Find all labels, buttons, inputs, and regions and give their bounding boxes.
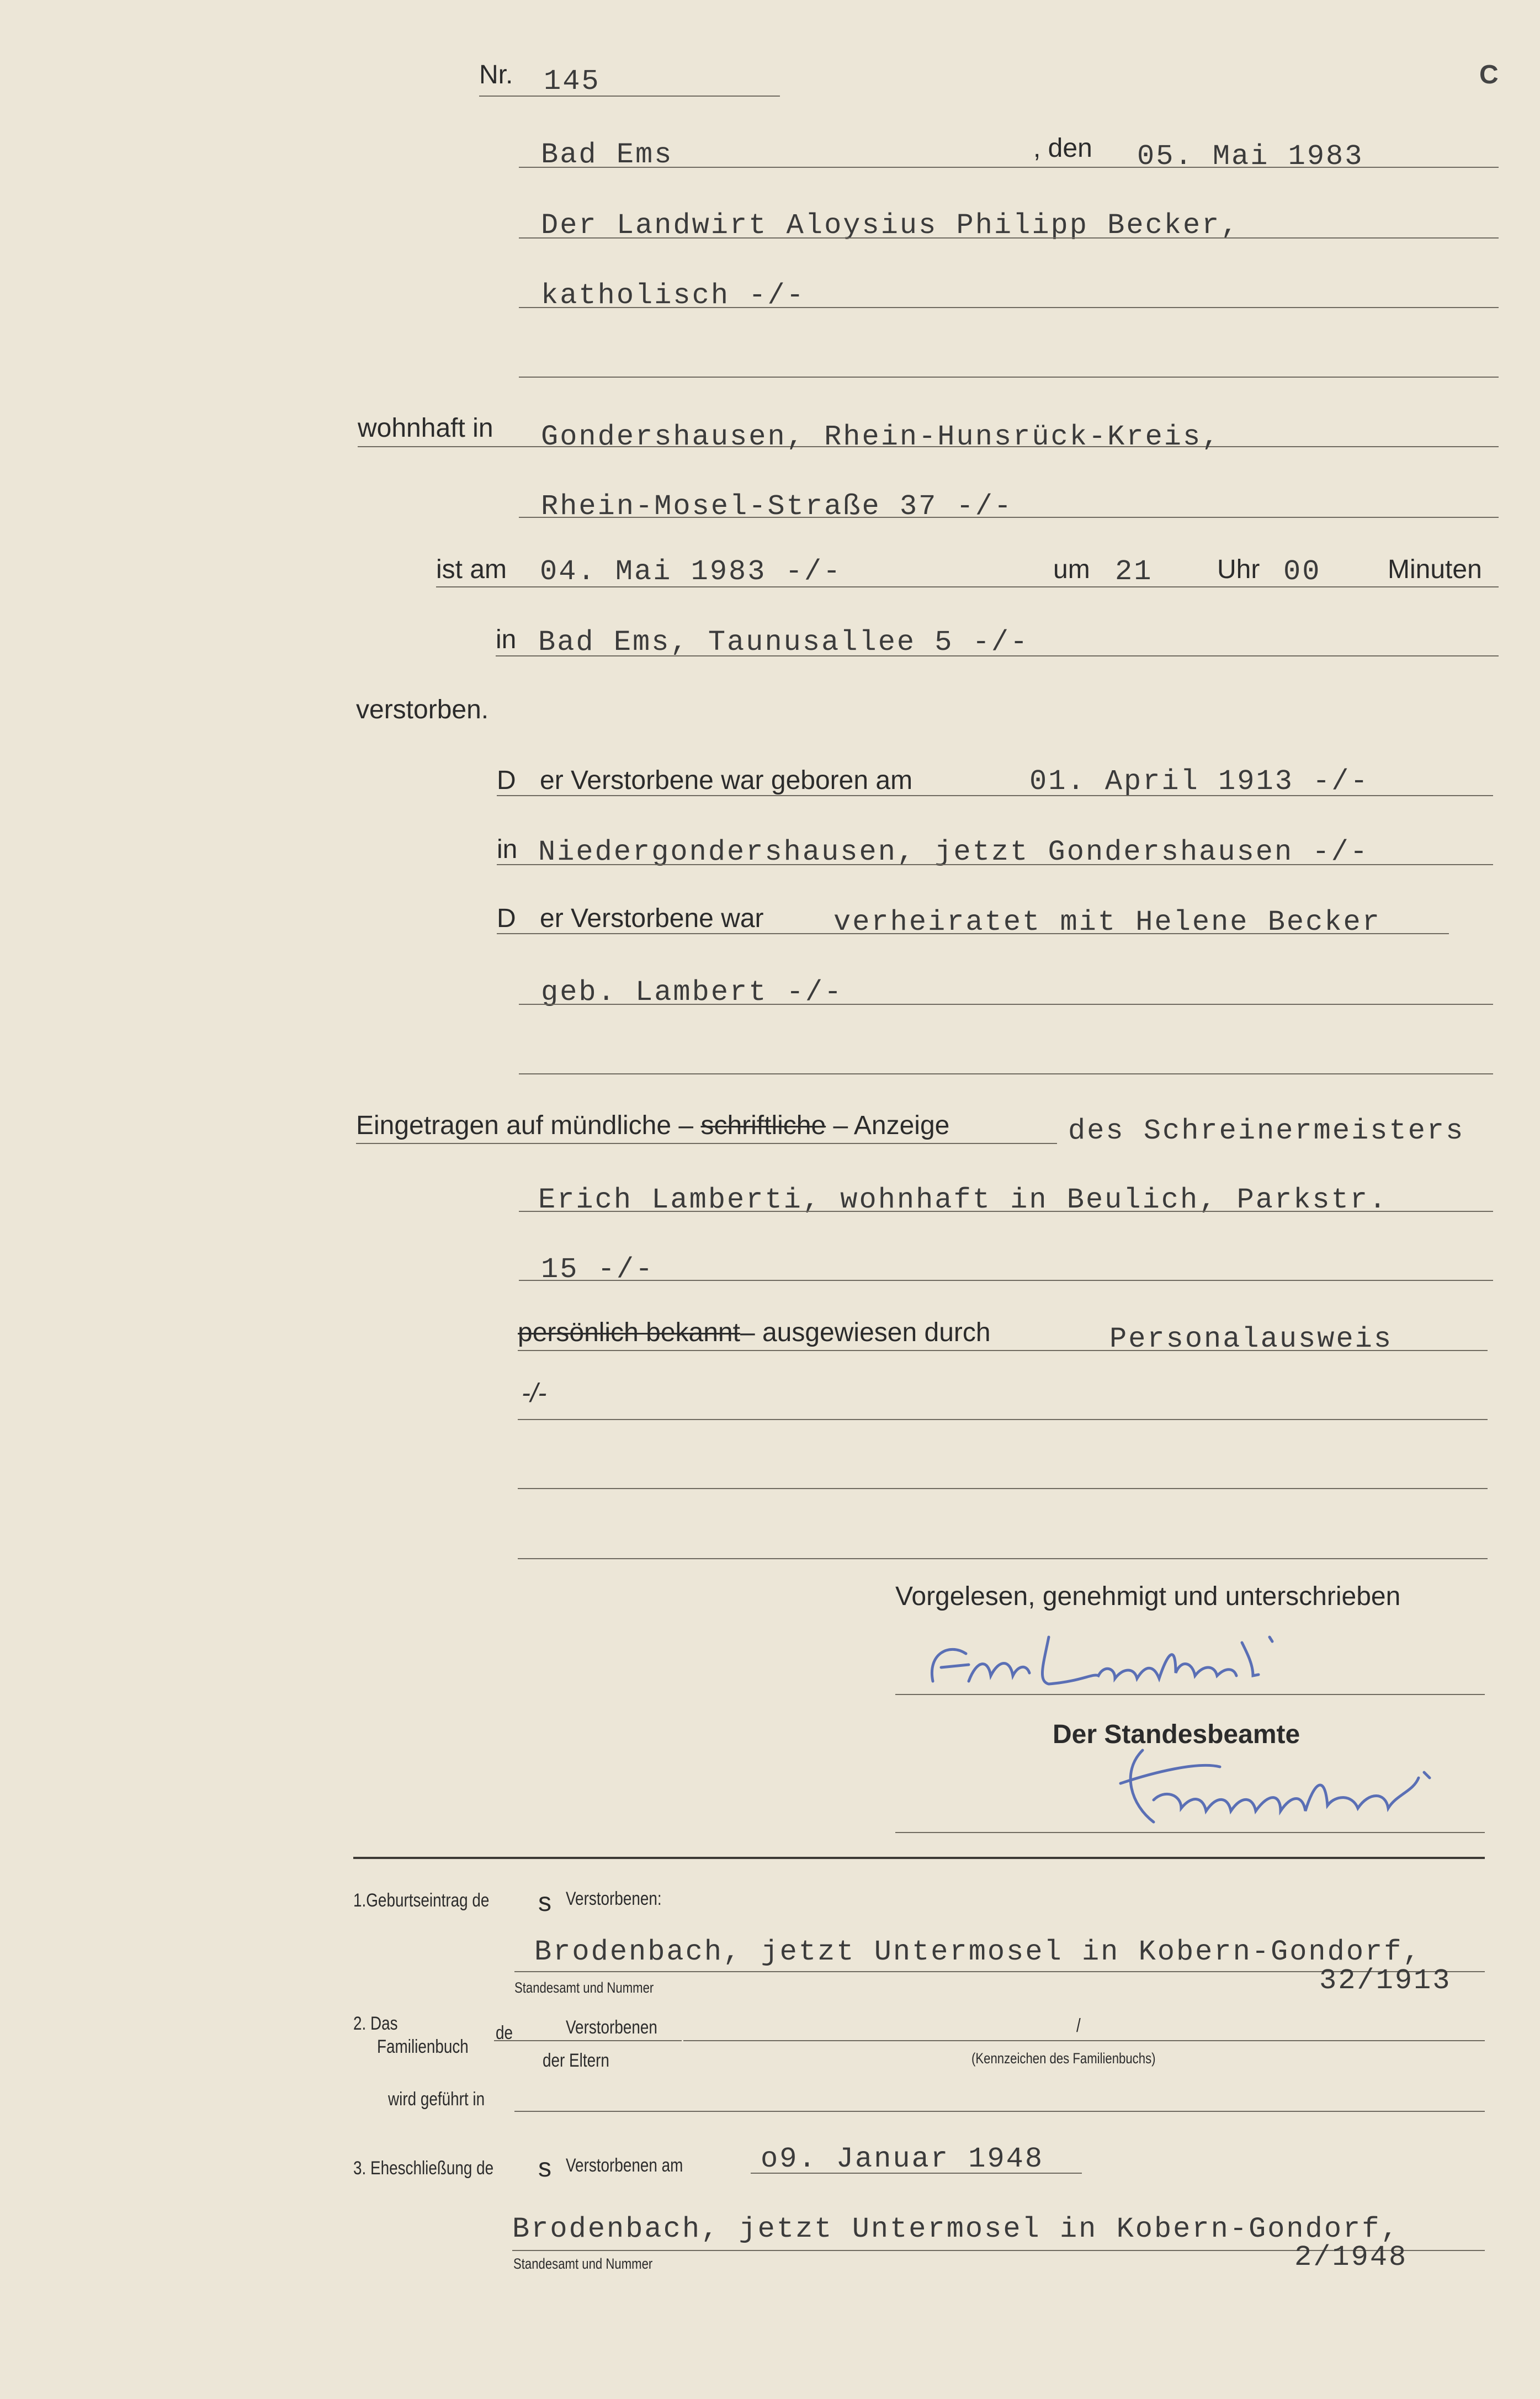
identification-note: -/- — [522, 1379, 547, 1408]
den-label: , den — [1033, 134, 1092, 163]
informant-line-2-rule — [519, 1211, 1493, 1212]
family-book-label: Familienbuch — [377, 2036, 469, 2057]
verstorben-label: verstorben. — [356, 695, 489, 724]
marriage-line-2-rule — [519, 1004, 1493, 1005]
birth-prefix: D — [497, 766, 516, 795]
informant-line-2: Erich Lamberti, wohnhaft in Beulich, Parkstr. — [538, 1184, 1388, 1216]
family-book-option-2: der Eltern — [543, 2050, 609, 2071]
family-book-option-1: Verstorbenen — [566, 2017, 657, 2038]
marriage-entry-suffix: s — [538, 2153, 551, 2183]
family-book-de: de — [496, 2022, 513, 2043]
birth-in-label: in — [497, 835, 518, 864]
residence-line-1-text: Gondershausen, Rhein-Hunsrück-Kreis, — [541, 421, 1221, 453]
death-minutes: 00 — [1283, 555, 1321, 588]
family-book-rule — [683, 2040, 1485, 2041]
corner-letter: C — [1479, 60, 1499, 89]
person-line-3 — [519, 377, 1499, 378]
identification-rule — [518, 1350, 1488, 1351]
marriage-entry-number: 2/1948 — [1294, 2241, 1408, 2274]
family-book-caption: (Kennzeichen des Familienbuchs) — [971, 2050, 1156, 2067]
registrar-signature-line — [895, 1832, 1485, 1833]
birth-place: Niedergondershausen, jetzt Gondershausen -/- — [538, 836, 1369, 868]
person-line-1 — [519, 237, 1499, 239]
residence-label: wohnhaft in — [358, 414, 493, 443]
read-approved-label: Vorgelesen, genehmigt und unterschrieben — [895, 1582, 1401, 1611]
identification-document: Personalausweis — [1109, 1323, 1393, 1355]
family-book-kept-rule — [514, 2111, 1485, 2112]
nr-label: Nr. — [479, 60, 513, 89]
minuten-label: Minuten — [1388, 555, 1482, 584]
registrar-label: Der Standesbeamte — [1053, 1720, 1300, 1749]
birth-entry-label: 1.Geburtseintrag de — [353, 1890, 490, 1911]
identification-end: – ausgewiesen durch — [740, 1318, 991, 1347]
deceased-religion-line: katholisch -/- — [541, 279, 805, 312]
marriage-entry-label-2: Verstorbenen am — [566, 2155, 683, 2176]
informant-line-3: 15 -/- — [541, 1253, 655, 1286]
informant-line-1: des Schreinermeisters — [1068, 1115, 1465, 1147]
marriage-prefix: D — [497, 904, 516, 933]
birth-entry-suffix: s — [538, 1888, 551, 1917]
um-label: um — [1053, 555, 1090, 584]
footer-separator — [353, 1857, 1485, 1859]
birth-entry-number: 32/1913 — [1319, 1964, 1452, 1997]
family-book-kept-label: wird geführt in — [388, 2089, 485, 2110]
person-line-2 — [519, 307, 1499, 308]
registry-date: 05. Mai 1983 — [1137, 140, 1364, 173]
uhr-label: Uhr — [1217, 555, 1260, 584]
identification-label — [518, 1320, 991, 1346]
birth-date-line — [497, 795, 1493, 796]
report-label-end: – Anzeige — [833, 1111, 950, 1140]
residence-line-2-text: Rhein-Mosel-Straße 37 -/- — [541, 490, 1013, 523]
informant-line-3-rule — [519, 1280, 1493, 1281]
marriage-entry-date: o9. Januar 1948 — [761, 2143, 1044, 2175]
report-label-start: Eingetragen auf mündliche – — [356, 1111, 694, 1140]
marriage-entry-place: Brodenbach, jetzt Untermosel in Kobern-Gondorf, — [512, 2213, 1400, 2246]
marriage-label: er Verstorbene war — [540, 904, 764, 933]
record-number: 145 — [544, 65, 601, 98]
nr-underline — [479, 96, 780, 97]
death-hour: 21 — [1115, 555, 1153, 588]
birth-entry-place: Brodenbach, jetzt Untermosel in Kobern-Gondorf, — [534, 1936, 1422, 1968]
marriage-line-3-rule — [519, 1073, 1493, 1074]
informant-signature — [916, 1620, 1336, 1703]
report-label — [356, 1113, 949, 1139]
marriage-line-2: geb. Lambert -/- — [541, 976, 843, 1009]
family-book-slash: / — [1076, 2015, 1081, 2036]
report-label-rule — [356, 1143, 1057, 1144]
report-label-struck: schriftliche — [700, 1111, 826, 1140]
marriage-entry-caption: Standesamt und Nummer — [513, 2255, 653, 2272]
death-in-label: in — [496, 625, 517, 654]
birth-label: er Verstorbene war geboren am — [540, 766, 913, 795]
blank-rule-3 — [518, 1558, 1488, 1559]
registrar-signature — [1087, 1739, 1485, 1839]
family-book-num: 2. Das — [353, 2013, 398, 2034]
death-place: Bad Ems, Taunusallee 5 -/- — [538, 626, 1029, 659]
ist-am-label: ist am — [436, 555, 507, 584]
birth-date: 01. April 1913 -/- — [1029, 765, 1369, 798]
death-date-line — [436, 586, 1499, 587]
marriage-line-1: verheiratet mit Helene Becker — [833, 906, 1381, 939]
death-date: 04. Mai 1983 -/- — [540, 555, 842, 588]
birth-place-line — [497, 864, 1493, 865]
registry-place: Bad Ems — [541, 139, 673, 171]
residence-line-2 — [519, 517, 1499, 518]
deceased-name-line: Der Landwirt Aloysius Philipp Becker, — [541, 209, 1240, 242]
family-book-option-rule — [494, 2040, 682, 2041]
informant-signature-line — [895, 1694, 1485, 1695]
blank-rule-2 — [518, 1488, 1488, 1489]
place-date-line — [519, 167, 1499, 168]
marriage-line-1-rule — [497, 933, 1449, 934]
birth-entry-label-2: Verstorbenen: — [566, 1888, 662, 1909]
marriage-entry-date-rule — [751, 2173, 1082, 2174]
identification-struck: persönlich bekannt — [518, 1318, 740, 1347]
birth-entry-caption: Standesamt und Nummer — [514, 1979, 654, 1996]
death-place-line — [496, 655, 1499, 656]
blank-rule-1 — [518, 1419, 1488, 1420]
marriage-entry-label: 3. Eheschließung de — [353, 2158, 494, 2179]
